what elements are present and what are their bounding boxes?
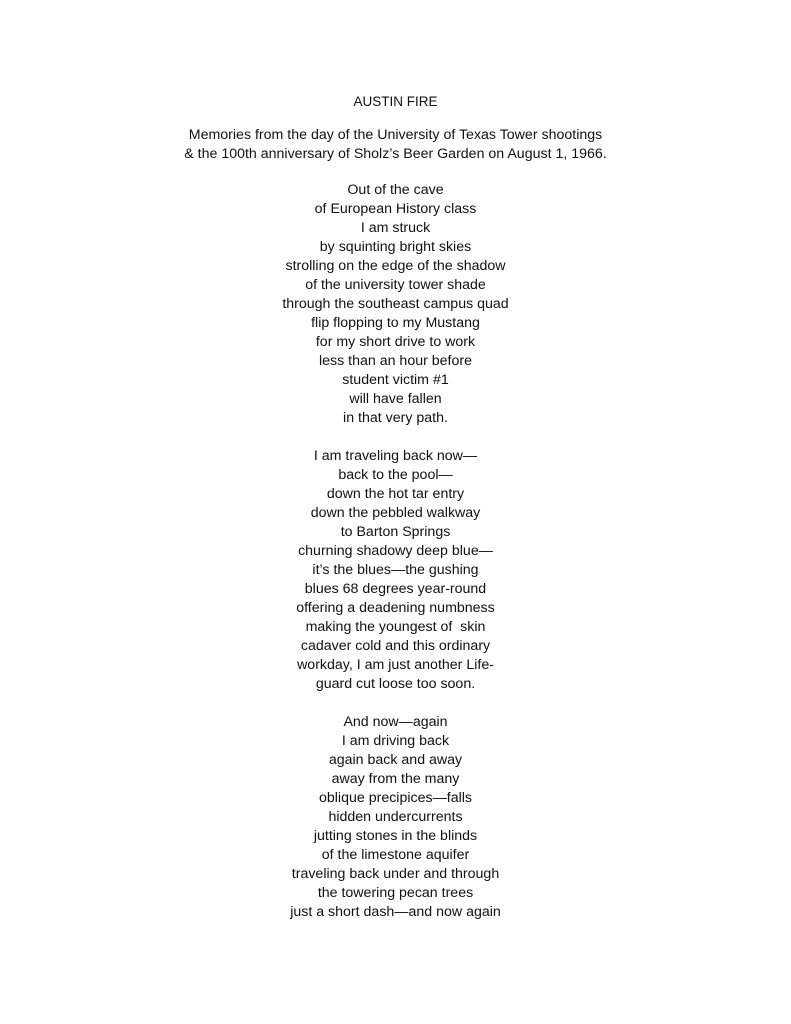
poem-line: the towering pecan trees — [317, 885, 474, 901]
poem-line: again back and away — [328, 752, 463, 768]
poem-line: guard cut loose too soon. — [315, 676, 476, 692]
poem-line: for my short drive to work — [315, 334, 476, 350]
poem-body — [0, 181, 791, 922]
poem-line: just a short dash—and now again — [290, 904, 501, 920]
stanza — [0, 447, 791, 694]
poem-line: oblique precipices—falls — [319, 790, 472, 806]
subtitle-line: & the 100th anniversary of Sholz’s Beer Garden on August 1, 1966. — [184, 146, 607, 162]
poem-line: hidden undercurrents — [328, 809, 463, 825]
poem-line: strolling on the edge of the shadow — [285, 258, 506, 274]
poem-line: down the pebbled walkway — [310, 505, 481, 521]
poem-line: of European History class — [314, 201, 477, 217]
poem-subtitle — [0, 126, 791, 164]
poem-line: will have fallen — [349, 391, 442, 407]
poem-title: AUSTIN FIRE — [353, 94, 438, 109]
poem-line: student victim #1 — [342, 372, 449, 388]
poem-line: to Barton Springs — [340, 524, 451, 540]
subtitle-line: Memories from the day of the University of Texas Tower shootings — [188, 127, 603, 143]
poem-line: flip flopping to my Mustang — [311, 315, 480, 331]
poem-line: workday, I am just another Life- — [297, 657, 494, 673]
poem-line: making the youngest of skin — [305, 619, 486, 635]
poem-line: of the university tower shade — [305, 277, 486, 293]
poem-line: back to the pool— — [338, 467, 453, 483]
poem-line: cadaver cold and this ordinary — [300, 638, 491, 654]
poem-line: less than an hour before — [318, 353, 472, 369]
poem-line: blues 68 degrees year-round — [304, 581, 487, 597]
document-page — [0, 92, 791, 922]
poem-line: I am driving back — [341, 733, 450, 749]
stanza — [0, 181, 791, 428]
poem-line: I am struck — [360, 220, 431, 236]
poem-line: traveling back under and through — [291, 866, 500, 882]
poem-line: Out of the cave — [347, 182, 444, 198]
poem-line: down the hot tar entry — [326, 486, 465, 502]
poem-line: by squinting bright skies — [319, 239, 472, 255]
poem-line: offering a deadening numbness — [296, 600, 495, 616]
poem-line: in that very path. — [343, 410, 448, 426]
poem-line: it’s the blues—the gushing — [312, 562, 479, 578]
poem-line: jutting stones in the blinds — [313, 828, 478, 844]
stanza — [0, 713, 791, 922]
poem-line: through the southeast campus quad — [282, 296, 509, 312]
poem-line: churning shadowy deep blue— — [298, 543, 493, 559]
poem-line: of the limestone aquifer — [321, 847, 470, 863]
poem-line: I am traveling back now— — [313, 448, 478, 464]
poem-line: away from the many — [331, 771, 460, 787]
poem-line: And now—again — [343, 714, 448, 730]
